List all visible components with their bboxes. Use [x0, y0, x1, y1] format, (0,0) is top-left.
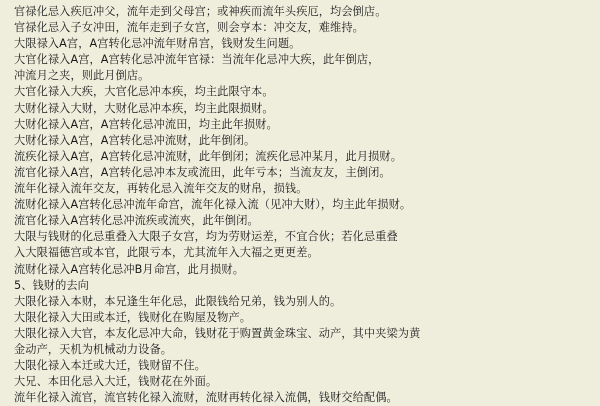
document-line: 大限化禄入大官，本友化忌冲大命，钱财花于购置黄金珠宝、动产，其中夹梁为黄 — [14, 326, 421, 340]
document-line: 冲流月之夹，则此月倒店。 — [14, 69, 150, 83]
document-line: 流官化禄入A宫转化忌冲流疾或流夾，此年倒闭。 — [14, 214, 259, 228]
document-line: 大财化禄入A宫，A宫转化忌冲流财，此年倒闭。 — [14, 133, 256, 147]
document-line: 流年化禄入流官，流官转化禄入流财，流财再转化禄入流偶，钱财交给配偶。 — [14, 391, 398, 405]
document-line: 大财化禄入大财，大财化忌冲本疾，均主此限损财。 — [14, 101, 274, 115]
document-line: 官禄化忌入子女冲田，流年走到子女宫，则会亨本：冲交友，难维持。 — [14, 21, 364, 35]
document-line: 大官化禄入大疾，大官化忌冲本疾，均主此限守本。 — [14, 85, 274, 99]
document-line: 入大限福德宫或本官，此限亏本，尤其流年入大福之更更差。 — [14, 246, 319, 260]
document-line: 大财化禄入A宫，A宫转化忌冲流田，均主此年损财。 — [14, 117, 278, 131]
document-line: 大限与钱财的化忌重叠入大限子女宫，均为劳财运差，不宜合伙；若化忌重叠 — [14, 230, 398, 244]
document-line: 大限化禄入本迁或大迁，钱财留不住。 — [14, 359, 206, 373]
document-line: 流疾化禄入A宫，A宫转化忌冲流财，此年倒闭；流疾化忌冲某月，此月损财。 — [14, 149, 402, 163]
document-line: 金动产，天机为机械动力设备。 — [14, 342, 173, 356]
document-line: 流官化禄入A宫，A宫转化忌冲本友或流田，此年亏本；当流友友，主倒闭。 — [14, 165, 391, 179]
document-line: 流财化禄入A宫转化忌冲B月命宫，此月损财。 — [14, 262, 244, 276]
document-line: 大限化禄入本财，本兄逢生年化忌，此限钱给兄弟，钱为别人的。 — [14, 294, 342, 308]
document-section-heading: 5、钱财的去向 — [14, 278, 89, 292]
document-line: 流年化禄入流年交友，再转化忌入流年交友的财帛，损钱。 — [14, 182, 308, 196]
document-line: 大限化禄入大田或本迁，钱财化在购屋及物产。 — [14, 310, 252, 324]
document-line: 大官化禄入A宫，A宫转化忌冲流年官禄：当流年化忌冲大疾，此年倒店， — [14, 53, 380, 67]
document-line: 大限禄入A宫，A宫转化忌冲流年财帛宫，钱财发生问题。 — [14, 37, 301, 51]
document-line: 官禄化忌入疾厄冲父，流年走到父母宫；或神疾而流年头疾厄，均会倒店。 — [14, 5, 387, 18]
document-line: 流财化禄入A宫转化忌冲流年命宫，流年化禄入流（见冲大财），均主此年损财。 — [14, 198, 412, 212]
document-line: 大兄、本田化忌入大迁，钱财花在外面。 — [14, 375, 218, 389]
